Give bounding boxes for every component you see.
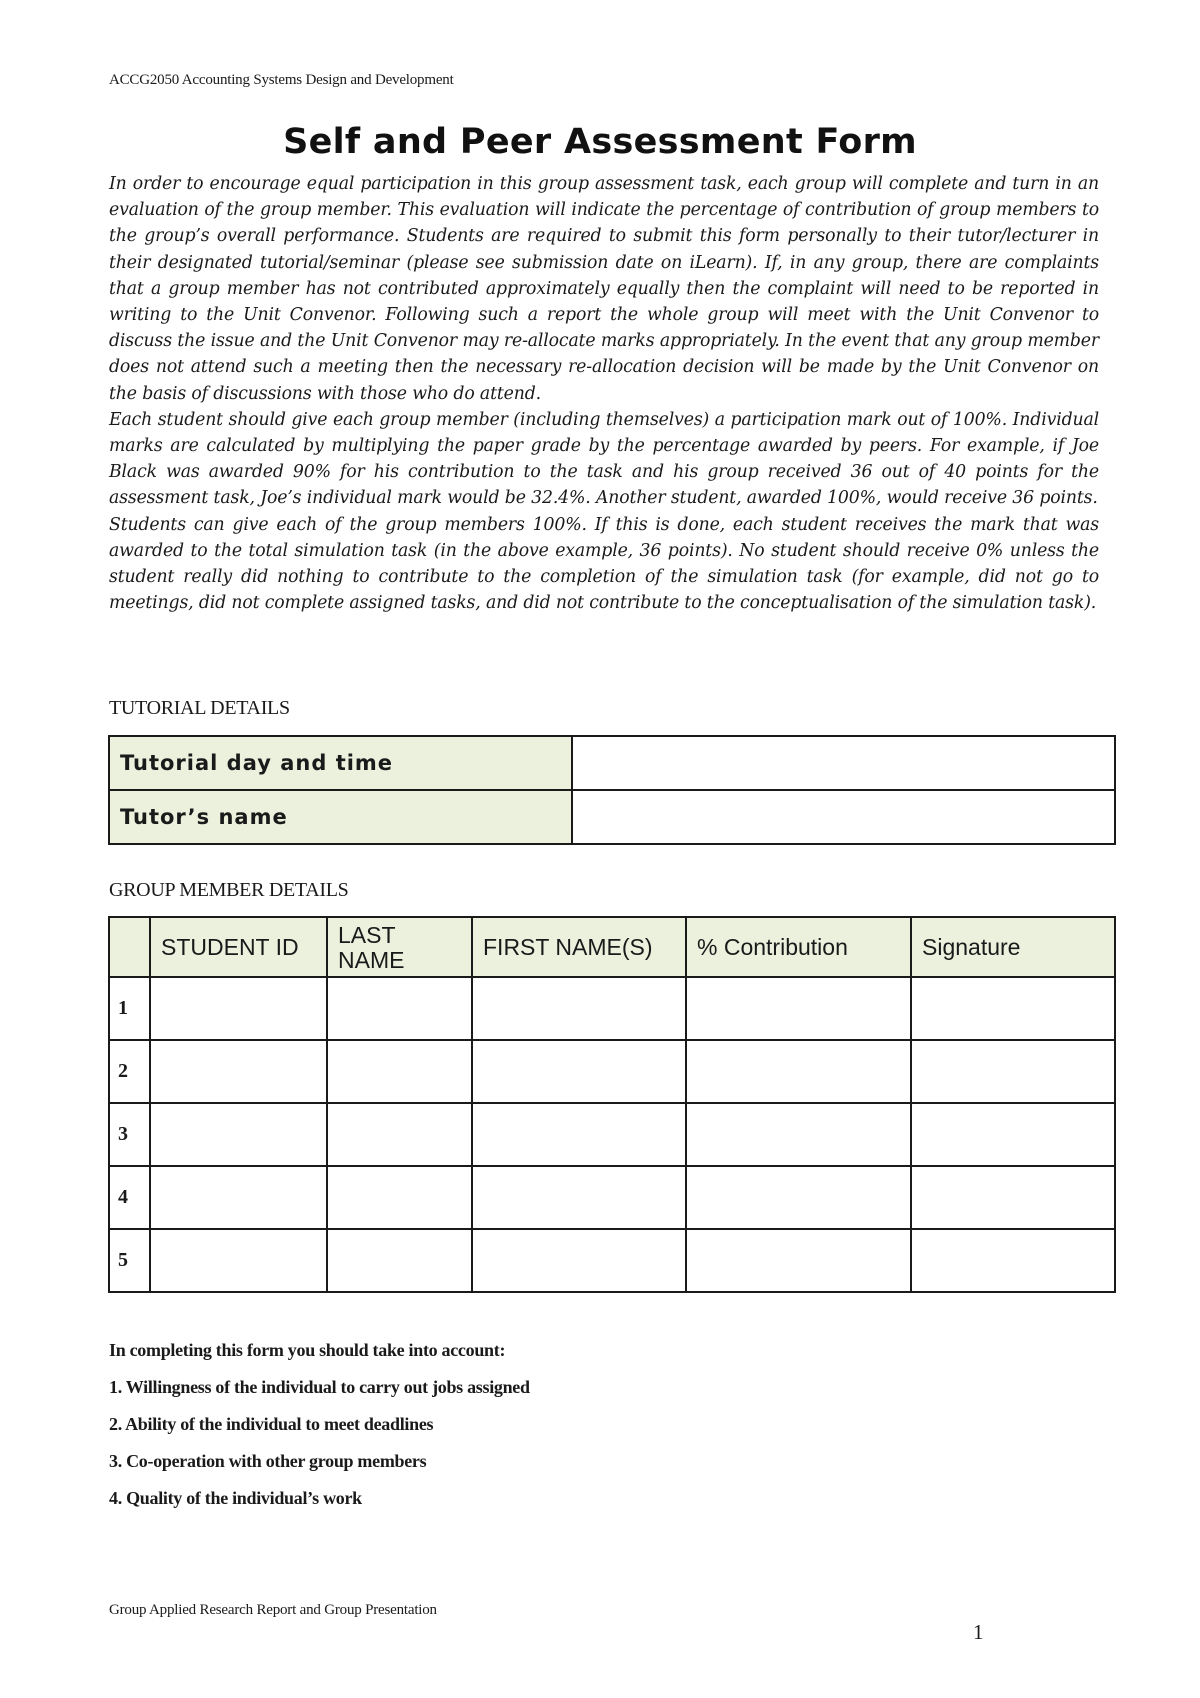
last-name-cell[interactable]	[327, 1166, 472, 1229]
last-name-cell[interactable]	[327, 1040, 472, 1103]
criteria-heading: In completing this form you should take into account:	[109, 1340, 506, 1360]
first-name-cell[interactable]	[472, 1040, 686, 1103]
contribution-cell[interactable]	[686, 1229, 911, 1292]
contribution-cell[interactable]	[686, 1040, 911, 1103]
tutor-name-label: Tutor’s name	[109, 790, 572, 844]
intro-text	[109, 171, 1099, 616]
student-id-cell[interactable]	[150, 977, 327, 1040]
column-header-signature: Signature	[911, 917, 1115, 977]
first-name-cell[interactable]	[472, 977, 686, 1040]
signature-cell[interactable]	[911, 1229, 1115, 1292]
last-name-cell[interactable]	[327, 977, 472, 1040]
last-name-cell[interactable]	[327, 1103, 472, 1166]
signature-cell[interactable]	[911, 1166, 1115, 1229]
row-number: 2	[109, 1040, 150, 1103]
column-header-number	[109, 917, 150, 977]
student-id-cell[interactable]	[150, 1229, 327, 1292]
criteria-item: 1. Willingness of the individual to carry out jobs assigned	[109, 1377, 530, 1397]
table-row	[109, 977, 1115, 1040]
page-header: ACCG2050 Accounting Systems Design and Development	[109, 72, 454, 88]
group-member-table	[108, 916, 1116, 1293]
row-number: 4	[109, 1166, 150, 1229]
contribution-cell[interactable]	[686, 977, 911, 1040]
column-header-contribution: % Contribution	[686, 917, 911, 977]
first-name-cell[interactable]	[472, 1166, 686, 1229]
tutorial-details-heading: TUTORIAL DETAILS	[109, 697, 290, 719]
column-header-student-id: STUDENT ID	[150, 917, 327, 977]
row-number: 5	[109, 1229, 150, 1292]
intro-paragraph: Students can give each of the group members 100%. If this is done, each student receives the mark that was awarded to the total simulation task (in the above example, 36 points). No student should receive 0% unless the student really did nothing to contribute to the completion of the simulation task (for example, did not go to meetings, did not complete assigned tasks, and did not contribute to the conceptualisation of the simulation task).	[109, 514, 1099, 614]
table-row	[109, 1166, 1115, 1229]
criteria-item: 2. Ability of the individual to meet deadlines	[109, 1414, 434, 1434]
table-row	[109, 1229, 1115, 1292]
row-number: 1	[109, 977, 150, 1040]
page-number: 1	[973, 1620, 984, 1644]
first-name-cell[interactable]	[472, 1229, 686, 1292]
student-id-cell[interactable]	[150, 1166, 327, 1229]
signature-cell[interactable]	[911, 1040, 1115, 1103]
page-title: Self and Peer Assessment Form	[283, 122, 917, 162]
last-name-cell[interactable]	[327, 1229, 472, 1292]
table-row	[109, 790, 1115, 844]
table-row	[109, 1040, 1115, 1103]
assessment-criteria	[109, 1340, 530, 1525]
student-id-cell[interactable]	[150, 1040, 327, 1103]
column-header-last-name: LAST NAME	[327, 917, 472, 977]
contribution-cell[interactable]	[686, 1166, 911, 1229]
tutorial-details-table	[108, 735, 1116, 845]
first-name-cell[interactable]	[472, 1103, 686, 1166]
tutorial-day-time-field[interactable]	[572, 736, 1115, 790]
contribution-cell[interactable]	[686, 1103, 911, 1166]
criteria-item: 3. Co-operation with other group members	[109, 1451, 427, 1471]
table-header-row	[109, 917, 1115, 977]
page-footer: Group Applied Research Report and Group Presentation	[109, 1602, 437, 1618]
tutor-name-field[interactable]	[572, 790, 1115, 844]
signature-cell[interactable]	[911, 1103, 1115, 1166]
signature-cell[interactable]	[911, 977, 1115, 1040]
student-id-cell[interactable]	[150, 1103, 327, 1166]
intro-paragraph: Each student should give each group member (including themselves) a participation mark out of 100%. Individual marks are calculated by multiplying the paper grade by the percentage awarded by peers. For example, if Joe Black was awarded 90% for his contribution to the task and his group received 36 out of 40 points for the assessment task, Joe’s individual mark would be 32.4%. Another student, awarded 100%, would receive 36 points.	[109, 409, 1099, 509]
table-row	[109, 736, 1115, 790]
table-row	[109, 1103, 1115, 1166]
row-number: 3	[109, 1103, 150, 1166]
column-header-first-names: FIRST NAME(S)	[472, 917, 686, 977]
criteria-item: 4. Quality of the individual’s work	[109, 1488, 362, 1508]
group-member-details-heading: GROUP MEMBER DETAILS	[109, 879, 349, 901]
tutorial-day-time-label: Tutorial day and time	[109, 736, 572, 790]
intro-paragraph: In order to encourage equal participation in this group assessment task, each group will complete and turn in an evaluation of the group member. This evaluation will indicate the percentage of contribution of group members to the group’s overall performance. Students are required to submit this form personally to their tutor/lecturer in their designated tutorial/seminar (please see submission date on iLearn). If, in any group, there are complaints that a group member has not contributed approximately equally then the complaint will need to be reported in writing to the Unit Convenor. Following such a report the whole group will meet with the Unit Convenor to discuss the issue and the Unit Convenor may re-allocate marks appropriately. In the event that any group member does not attend such a meeting then the necessary re-allocation decision will be made by the Unit Convenor on the basis of discussions with those who do attend.	[109, 174, 1099, 404]
